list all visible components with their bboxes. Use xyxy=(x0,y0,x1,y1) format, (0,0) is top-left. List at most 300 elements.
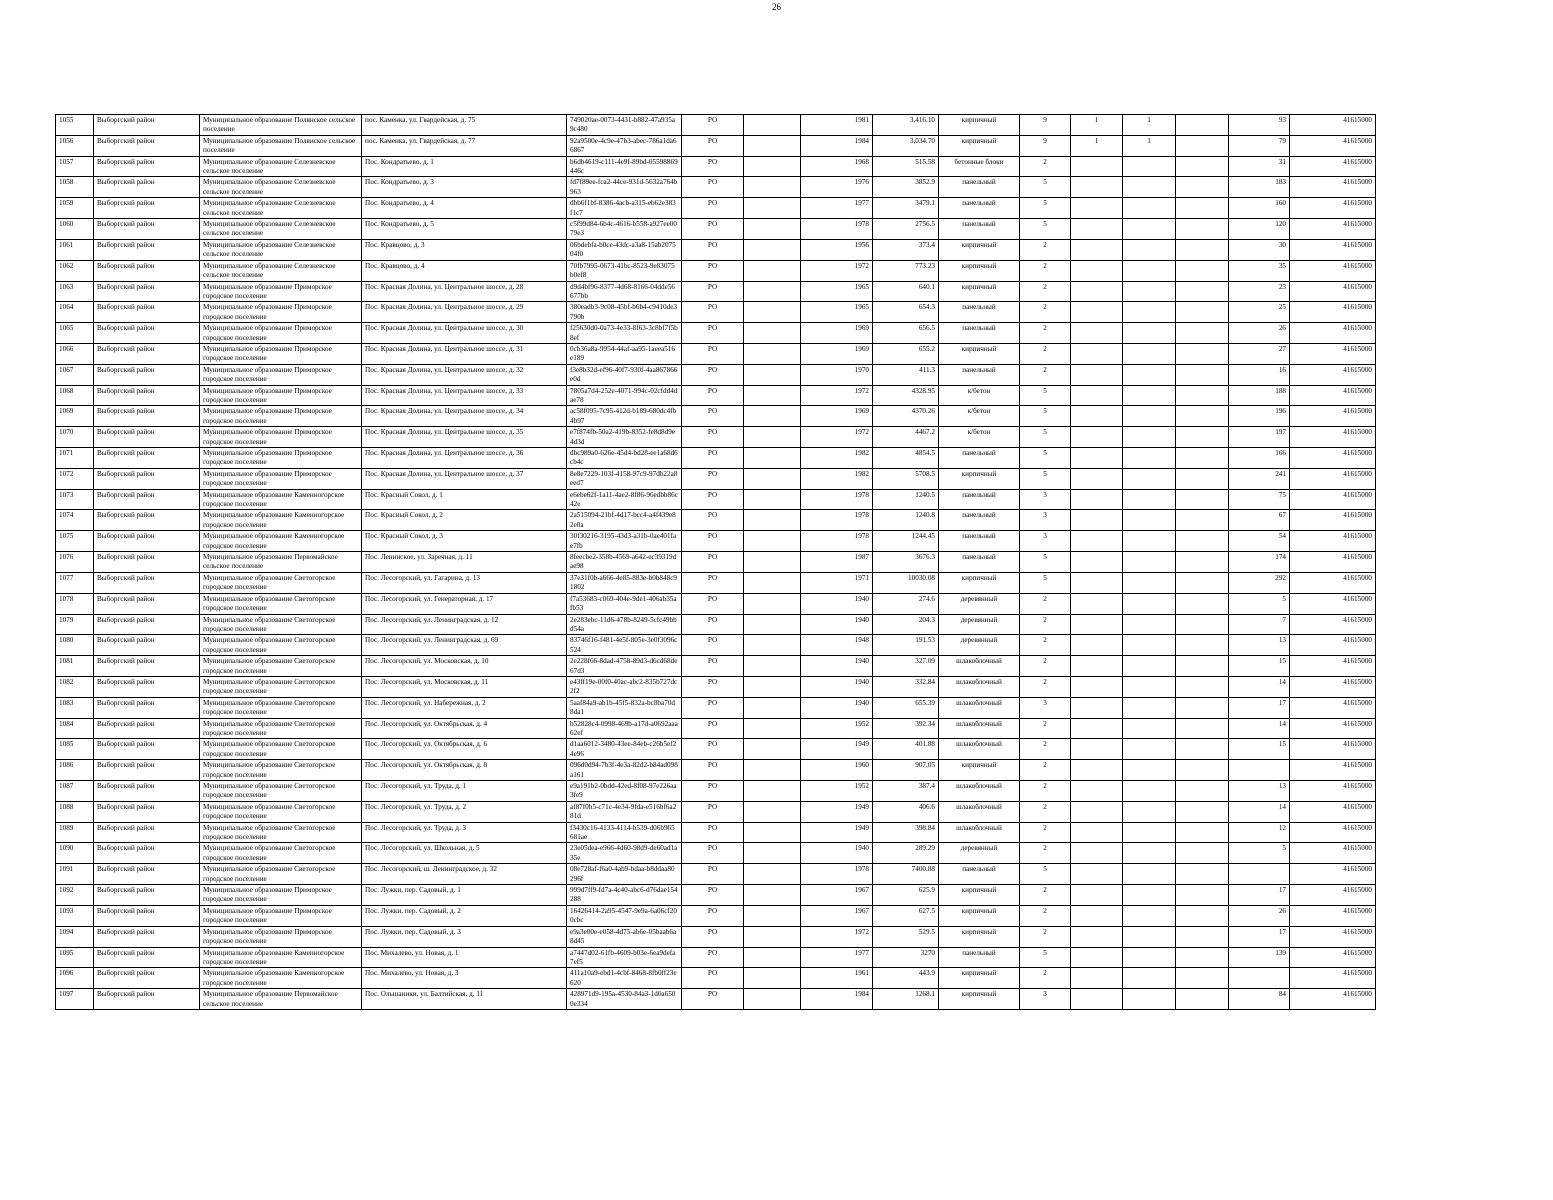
residents-cell: 188 xyxy=(1229,385,1290,406)
address-cell: Пос. Лесогорский, ш. Ленинградское, д. 32 xyxy=(362,864,567,885)
year-built-cell: 1978 xyxy=(801,531,873,552)
entrances-a-cell xyxy=(1071,885,1123,906)
extra-1-cell xyxy=(744,572,801,593)
extra-1-cell xyxy=(744,781,801,802)
row-number-cell: 1095 xyxy=(56,947,94,968)
row-number-cell: 1097 xyxy=(56,989,94,1010)
extra-2-cell xyxy=(1176,593,1229,614)
residents-cell: 25 xyxy=(1229,302,1290,323)
address-cell: Пос. Красная Долина, ул. Центральное шоссе, д. 32 xyxy=(362,364,567,385)
oktmo-cell: 41615000 xyxy=(1290,739,1376,760)
housing-registry-table xyxy=(55,114,1376,1010)
entrances-b-cell xyxy=(1123,843,1176,864)
wall-material-cell: кирпичный xyxy=(939,343,1020,364)
residents-cell: 27 xyxy=(1229,343,1290,364)
oktmo-cell: 41615000 xyxy=(1290,406,1376,427)
area-cell: 401.88 xyxy=(873,739,939,760)
extra-1-cell xyxy=(744,427,801,448)
table-row xyxy=(56,885,1376,906)
district-cell: Выборгский район xyxy=(94,843,200,864)
area-cell: 4467.2 xyxy=(873,427,939,448)
municipality-cell: Муниципальное образование Светогорское городское поселение xyxy=(200,676,362,697)
residents-cell: 13 xyxy=(1229,635,1290,656)
table-row xyxy=(56,552,1376,573)
entrances-a-cell xyxy=(1071,385,1123,406)
entrances-a-cell xyxy=(1071,926,1123,947)
category-cell: РО xyxy=(682,281,744,302)
district-cell: Выборгский район xyxy=(94,593,200,614)
guid-cell: f25630d0-0a73-4e33-8f63-3c8bf7f5b8ef xyxy=(567,323,682,344)
floors-cell: 5 xyxy=(1020,385,1071,406)
floors-cell: 2 xyxy=(1020,260,1071,281)
floors-cell: 3 xyxy=(1020,531,1071,552)
category-cell: РО xyxy=(682,801,744,822)
extra-1-cell xyxy=(744,968,801,989)
entrances-b-cell xyxy=(1123,219,1176,240)
guid-cell: 2e228f66-8dad-4758-89d3-d6cd68de67d3 xyxy=(567,656,682,677)
extra-2-cell xyxy=(1176,343,1229,364)
floors-cell: 2 xyxy=(1020,302,1071,323)
extra-1-cell xyxy=(744,239,801,260)
residents-cell: 17 xyxy=(1229,697,1290,718)
table-row xyxy=(56,177,1376,198)
oktmo-cell: 41615000 xyxy=(1290,260,1376,281)
extra-1-cell xyxy=(744,676,801,697)
floors-cell: 3 xyxy=(1020,489,1071,510)
year-built-cell: 1972 xyxy=(801,926,873,947)
district-cell: Выборгский район xyxy=(94,801,200,822)
area-cell: 627.5 xyxy=(873,905,939,926)
guid-cell: 0cb36a8a-9954-44af-aa95-1aeea516e189 xyxy=(567,343,682,364)
oktmo-cell: 41615000 xyxy=(1290,656,1376,677)
guid-cell: 08e728af-f6a0-4ab9-bdaa-b8ddaa80296f xyxy=(567,864,682,885)
year-built-cell: 1965 xyxy=(801,281,873,302)
category-cell: РО xyxy=(682,468,744,489)
category-cell: РО xyxy=(682,364,744,385)
residents-cell xyxy=(1229,864,1290,885)
year-built-cell: 1978 xyxy=(801,510,873,531)
entrances-b-cell xyxy=(1123,676,1176,697)
entrances-a-cell xyxy=(1071,718,1123,739)
guid-cell: 411a10a9-ebd1-4cbf-8468-8fb0ff23e620 xyxy=(567,968,682,989)
area-cell: 191.53 xyxy=(873,635,939,656)
entrances-b-cell xyxy=(1123,385,1176,406)
guid-cell: 83746f16-f481-4e5f-805e-3e0f3096c524 xyxy=(567,635,682,656)
entrances-b-cell xyxy=(1123,323,1176,344)
area-cell: 3270 xyxy=(873,947,939,968)
category-cell: РО xyxy=(682,614,744,635)
district-cell: Выборгский район xyxy=(94,323,200,344)
extra-1-cell xyxy=(744,156,801,177)
year-built-cell: 1967 xyxy=(801,885,873,906)
district-cell: Выборгский район xyxy=(94,989,200,1010)
wall-material-cell: шлакоблочный xyxy=(939,656,1020,677)
row-number-cell: 1068 xyxy=(56,385,94,406)
table-row xyxy=(56,905,1376,926)
address-cell: Пос. Лесогорский, ул. Генераторная, д. 17 xyxy=(362,593,567,614)
district-cell: Выборгский район xyxy=(94,385,200,406)
oktmo-cell: 41615000 xyxy=(1290,864,1376,885)
extra-1-cell xyxy=(744,739,801,760)
entrances-b-cell xyxy=(1123,468,1176,489)
category-cell: РО xyxy=(682,822,744,843)
address-cell: Пос. Красный Сокол, д. 3 xyxy=(362,531,567,552)
guid-cell: a7447d02-61fb-4609-b03e-6ea9defa7ef5 xyxy=(567,947,682,968)
residents-cell: 16 xyxy=(1229,364,1290,385)
guid-cell: e7f874fb-50a2-419b-8352-fe8d8d9e4d3d xyxy=(567,427,682,448)
extra-1-cell xyxy=(744,219,801,240)
guid-cell: f7a53683-c069-404e-9de1-406ab35afb53 xyxy=(567,593,682,614)
year-built-cell: 1940 xyxy=(801,593,873,614)
municipality-cell: Муниципальное образование Полянское сельское поселение xyxy=(200,115,362,136)
municipality-cell: Муниципальное образование Светогорское городское поселение xyxy=(200,697,362,718)
area-cell: 625.9 xyxy=(873,885,939,906)
area-cell: 529.5 xyxy=(873,926,939,947)
floors-cell: 9 xyxy=(1020,135,1071,156)
extra-1-cell xyxy=(744,323,801,344)
entrances-b-cell xyxy=(1123,822,1176,843)
year-built-cell: 1940 xyxy=(801,843,873,864)
extra-2-cell xyxy=(1176,364,1229,385)
table-row xyxy=(56,801,1376,822)
extra-2-cell xyxy=(1176,468,1229,489)
floors-cell: 5 xyxy=(1020,468,1071,489)
entrances-a-cell xyxy=(1071,260,1123,281)
category-cell: РО xyxy=(682,760,744,781)
row-number-cell: 1071 xyxy=(56,448,94,469)
extra-2-cell xyxy=(1176,448,1229,469)
category-cell: РО xyxy=(682,385,744,406)
oktmo-cell: 41615000 xyxy=(1290,510,1376,531)
district-cell: Выборгский район xyxy=(94,676,200,697)
wall-material-cell: кирпичный xyxy=(939,968,1020,989)
area-cell: 1244.45 xyxy=(873,531,939,552)
wall-material-cell: панельный xyxy=(939,198,1020,219)
category-cell: РО xyxy=(682,635,744,656)
municipality-cell: Муниципальное образование Светогорское городское поселение xyxy=(200,635,362,656)
extra-2-cell xyxy=(1176,385,1229,406)
guid-cell: 8feecbe2-358b-4569-a642-ec39319dae98 xyxy=(567,552,682,573)
district-cell: Выборгский район xyxy=(94,281,200,302)
guid-cell: 2e283ebc-11d6-478b-8249-5cfc49bbd54a xyxy=(567,614,682,635)
address-cell: Пос. Красная Долина, ул. Центральное шоссе, д. 28 xyxy=(362,281,567,302)
address-cell: Пос. Лужки, пер. Садовый, д. 3 xyxy=(362,926,567,947)
area-cell: 2756.5 xyxy=(873,219,939,240)
category-cell: РО xyxy=(682,343,744,364)
area-cell: 373.4 xyxy=(873,239,939,260)
row-number-cell: 1063 xyxy=(56,281,94,302)
extra-1-cell xyxy=(744,822,801,843)
guid-cell: 92a9500e-4c9e-47b3-abec-786a1da66867 xyxy=(567,135,682,156)
row-number-cell: 1093 xyxy=(56,905,94,926)
district-cell: Выборгский район xyxy=(94,219,200,240)
row-number-cell: 1084 xyxy=(56,718,94,739)
district-cell: Выборгский район xyxy=(94,864,200,885)
district-cell: Выборгский район xyxy=(94,572,200,593)
guid-cell: 428971d9-195a-4530-84a3-1d0a6500e334 xyxy=(567,989,682,1010)
address-cell: Пос. Лесогорский, ул. Ленинградская, д. 69 xyxy=(362,635,567,656)
wall-material-cell: шлакоблочный xyxy=(939,718,1020,739)
category-cell: РО xyxy=(682,239,744,260)
floors-cell: 3 xyxy=(1020,510,1071,531)
year-built-cell: 1969 xyxy=(801,343,873,364)
municipality-cell: Муниципальное образование Каменногорское городское поселение xyxy=(200,947,362,968)
municipality-cell: Муниципальное образование Светогорское городское поселение xyxy=(200,781,362,802)
entrances-a-cell xyxy=(1071,676,1123,697)
residents-cell: 183 xyxy=(1229,177,1290,198)
extra-1-cell xyxy=(744,406,801,427)
oktmo-cell: 41615000 xyxy=(1290,448,1376,469)
floors-cell: 2 xyxy=(1020,593,1071,614)
floors-cell: 2 xyxy=(1020,323,1071,344)
floors-cell: 2 xyxy=(1020,343,1071,364)
extra-1-cell xyxy=(744,531,801,552)
entrances-a-cell xyxy=(1071,406,1123,427)
residents-cell: 160 xyxy=(1229,198,1290,219)
entrances-a-cell xyxy=(1071,781,1123,802)
extra-2-cell xyxy=(1176,177,1229,198)
year-built-cell: 1971 xyxy=(801,572,873,593)
guid-cell: b6db4619-c111-4e9f-89bd-05598869446c xyxy=(567,156,682,177)
entrances-b-cell xyxy=(1123,260,1176,281)
row-number-cell: 1057 xyxy=(56,156,94,177)
row-number-cell: 1075 xyxy=(56,531,94,552)
wall-material-cell: панельный xyxy=(939,177,1020,198)
district-cell: Выборгский район xyxy=(94,364,200,385)
year-built-cell: 1961 xyxy=(801,968,873,989)
extra-2-cell xyxy=(1176,864,1229,885)
table-row xyxy=(56,572,1376,593)
extra-1-cell xyxy=(744,864,801,885)
entrances-a-cell xyxy=(1071,822,1123,843)
oktmo-cell: 41615000 xyxy=(1290,885,1376,906)
oktmo-cell: 41615000 xyxy=(1290,801,1376,822)
extra-1-cell xyxy=(744,843,801,864)
guid-cell: f3e8b32d-ef96-40f7-930f-4aa867866e0d xyxy=(567,364,682,385)
municipality-cell: Муниципальное образование Светогорское городское поселение xyxy=(200,739,362,760)
extra-2-cell xyxy=(1176,281,1229,302)
district-cell: Выборгский район xyxy=(94,697,200,718)
residents-cell: 174 xyxy=(1229,552,1290,573)
entrances-b-cell xyxy=(1123,781,1176,802)
row-number-cell: 1062 xyxy=(56,260,94,281)
municipality-cell: Муниципальное образование Селезневское сельское поселение xyxy=(200,198,362,219)
address-cell: Пос. Красная Долина, ул. Центральное шоссе, д. 36 xyxy=(362,448,567,469)
oktmo-cell: 41615000 xyxy=(1290,364,1376,385)
entrances-b-cell xyxy=(1123,905,1176,926)
category-cell: РО xyxy=(682,156,744,177)
floors-cell: 2 xyxy=(1020,364,1071,385)
oktmo-cell: 41615000 xyxy=(1290,198,1376,219)
table-row xyxy=(56,843,1376,864)
entrances-b-cell xyxy=(1123,739,1176,760)
table-row xyxy=(56,739,1376,760)
district-cell: Выборгский район xyxy=(94,739,200,760)
entrances-a-cell xyxy=(1071,198,1123,219)
address-cell: Пос. Кондратьево, д. 4 xyxy=(362,198,567,219)
entrances-b-cell xyxy=(1123,947,1176,968)
year-built-cell: 1940 xyxy=(801,676,873,697)
extra-2-cell xyxy=(1176,323,1229,344)
district-cell: Выборгский район xyxy=(94,406,200,427)
oktmo-cell: 41615000 xyxy=(1290,552,1376,573)
oktmo-cell: 41615000 xyxy=(1290,302,1376,323)
entrances-b-cell xyxy=(1123,489,1176,510)
year-built-cell: 1982 xyxy=(801,468,873,489)
table-row xyxy=(56,614,1376,635)
table-row xyxy=(56,676,1376,697)
municipality-cell: Муниципальное образование Приморское городское поселение xyxy=(200,427,362,448)
entrances-b-cell xyxy=(1123,697,1176,718)
address-cell: пос. Каменка, ул. Гвардейская, д. 75 xyxy=(362,115,567,136)
extra-2-cell xyxy=(1176,760,1229,781)
row-number-cell: 1091 xyxy=(56,864,94,885)
table-row xyxy=(56,343,1376,364)
district-cell: Выборгский район xyxy=(94,302,200,323)
oktmo-cell: 41615000 xyxy=(1290,177,1376,198)
row-number-cell: 1087 xyxy=(56,781,94,802)
row-number-cell: 1055 xyxy=(56,115,94,136)
area-cell: 640.1 xyxy=(873,281,939,302)
row-number-cell: 1060 xyxy=(56,219,94,240)
oktmo-cell: 41615000 xyxy=(1290,385,1376,406)
residents-cell xyxy=(1229,760,1290,781)
oktmo-cell: 41615000 xyxy=(1290,843,1376,864)
district-cell: Выборгский район xyxy=(94,427,200,448)
address-cell: Пос. Кравцово, д. 3 xyxy=(362,239,567,260)
category-cell: РО xyxy=(682,427,744,448)
year-built-cell: 1969 xyxy=(801,323,873,344)
row-number-cell: 1072 xyxy=(56,468,94,489)
residents-cell: 241 xyxy=(1229,468,1290,489)
row-number-cell: 1066 xyxy=(56,343,94,364)
entrances-b-cell xyxy=(1123,552,1176,573)
extra-1-cell xyxy=(744,552,801,573)
wall-material-cell: панельный xyxy=(939,323,1020,344)
address-cell: Пос. Красная Долина, ул. Центральное шоссе, д. 35 xyxy=(362,427,567,448)
residents-cell: 17 xyxy=(1229,885,1290,906)
row-number-cell: 1058 xyxy=(56,177,94,198)
year-built-cell: 1977 xyxy=(801,198,873,219)
category-cell: РО xyxy=(682,989,744,1010)
entrances-a-cell xyxy=(1071,531,1123,552)
wall-material-cell: деревянный xyxy=(939,635,1020,656)
residents-cell: 13 xyxy=(1229,781,1290,802)
entrances-b-cell xyxy=(1123,926,1176,947)
entrances-a-cell xyxy=(1071,281,1123,302)
area-cell: 3852.9 xyxy=(873,177,939,198)
entrances-a-cell xyxy=(1071,489,1123,510)
district-cell: Выборгский район xyxy=(94,760,200,781)
area-cell: 274.6 xyxy=(873,593,939,614)
entrances-a-cell xyxy=(1071,323,1123,344)
address-cell: Пос. Лесогорский, ул. Труда, д. 2 xyxy=(362,801,567,822)
address-cell: Пос. Лесогорский, ул. Набережная, д. 2 xyxy=(362,697,567,718)
municipality-cell: Муниципальное образование Селезневское сельское поселение xyxy=(200,260,362,281)
entrances-b-cell xyxy=(1123,989,1176,1010)
extra-2-cell xyxy=(1176,552,1229,573)
district-cell: Выборгский район xyxy=(94,448,200,469)
address-cell: Пос. Лесогорский, ул. Ленинградская, д. 12 xyxy=(362,614,567,635)
year-built-cell: 1940 xyxy=(801,614,873,635)
guid-cell: c5f99d84-6b4c-4616-b558-a927ee0079e3 xyxy=(567,219,682,240)
entrances-b-cell xyxy=(1123,281,1176,302)
entrances-b-cell xyxy=(1123,531,1176,552)
residents-cell: 5 xyxy=(1229,843,1290,864)
category-cell: РО xyxy=(682,739,744,760)
table-row xyxy=(56,760,1376,781)
address-cell: Пос. Лесогорский, ул. Гагарина, д. 13 xyxy=(362,572,567,593)
district-cell: Выборгский район xyxy=(94,115,200,136)
area-cell: 1268.1 xyxy=(873,989,939,1010)
entrances-b-cell xyxy=(1123,635,1176,656)
address-cell: Пос. Лесогорский, ул. Труда, д. 1 xyxy=(362,781,567,802)
area-cell: 4370.26 xyxy=(873,406,939,427)
category-cell: РО xyxy=(682,593,744,614)
oktmo-cell: 41615000 xyxy=(1290,135,1376,156)
table-row xyxy=(56,302,1376,323)
table-row xyxy=(56,115,1376,136)
wall-material-cell: к/бетон xyxy=(939,385,1020,406)
area-cell: 411.3 xyxy=(873,364,939,385)
extra-2-cell xyxy=(1176,406,1229,427)
district-cell: Выборгский район xyxy=(94,239,200,260)
floors-cell: 5 xyxy=(1020,864,1071,885)
address-cell: Пос. Лесогорский, ул. Московская, д. 10 xyxy=(362,656,567,677)
table-row xyxy=(56,156,1376,177)
year-built-cell: 1984 xyxy=(801,135,873,156)
oktmo-cell: 41615000 xyxy=(1290,760,1376,781)
year-built-cell: 1972 xyxy=(801,385,873,406)
entrances-a-cell xyxy=(1071,968,1123,989)
guid-cell: fd7f89ee-fca2-44ce-931d-5632a764b963 xyxy=(567,177,682,198)
entrances-b-cell xyxy=(1123,427,1176,448)
residents-cell: 15 xyxy=(1229,656,1290,677)
year-built-cell: 1948 xyxy=(801,635,873,656)
address-cell: Пос. Ольшаники, ул. Балтийская, д. 11 xyxy=(362,989,567,1010)
entrances-b-cell xyxy=(1123,885,1176,906)
entrances-a-cell xyxy=(1071,302,1123,323)
wall-material-cell: шлакоблочный xyxy=(939,822,1020,843)
table-row xyxy=(56,364,1376,385)
address-cell: Пос. Кондратьево, д. 1 xyxy=(362,156,567,177)
address-cell: Пос. Лесогорский, ул. Московская, д. 11 xyxy=(362,676,567,697)
area-cell: 10030.08 xyxy=(873,572,939,593)
entrances-b-cell xyxy=(1123,343,1176,364)
extra-2-cell xyxy=(1176,198,1229,219)
area-cell: 204.3 xyxy=(873,614,939,635)
wall-material-cell: бетонные блоки xyxy=(939,156,1020,177)
oktmo-cell: 41615000 xyxy=(1290,343,1376,364)
category-cell: РО xyxy=(682,177,744,198)
residents-cell: 75 xyxy=(1229,489,1290,510)
entrances-a-cell xyxy=(1071,947,1123,968)
guid-cell: f3430c16-4133-4114-b539-d06b965681ae xyxy=(567,822,682,843)
municipality-cell: Муниципальное образование Первомайское сельское поселение xyxy=(200,989,362,1010)
residents-cell: 5 xyxy=(1229,593,1290,614)
extra-2-cell xyxy=(1176,905,1229,926)
category-cell: РО xyxy=(682,323,744,344)
extra-1-cell xyxy=(744,656,801,677)
municipality-cell: Муниципальное образование Светогорское городское поселение xyxy=(200,843,362,864)
extra-1-cell xyxy=(744,489,801,510)
year-built-cell: 1952 xyxy=(801,781,873,802)
extra-1-cell xyxy=(744,697,801,718)
row-number-cell: 1067 xyxy=(56,364,94,385)
oktmo-cell: 41615000 xyxy=(1290,614,1376,635)
floors-cell: 2 xyxy=(1020,676,1071,697)
area-cell: 1240.5 xyxy=(873,489,939,510)
